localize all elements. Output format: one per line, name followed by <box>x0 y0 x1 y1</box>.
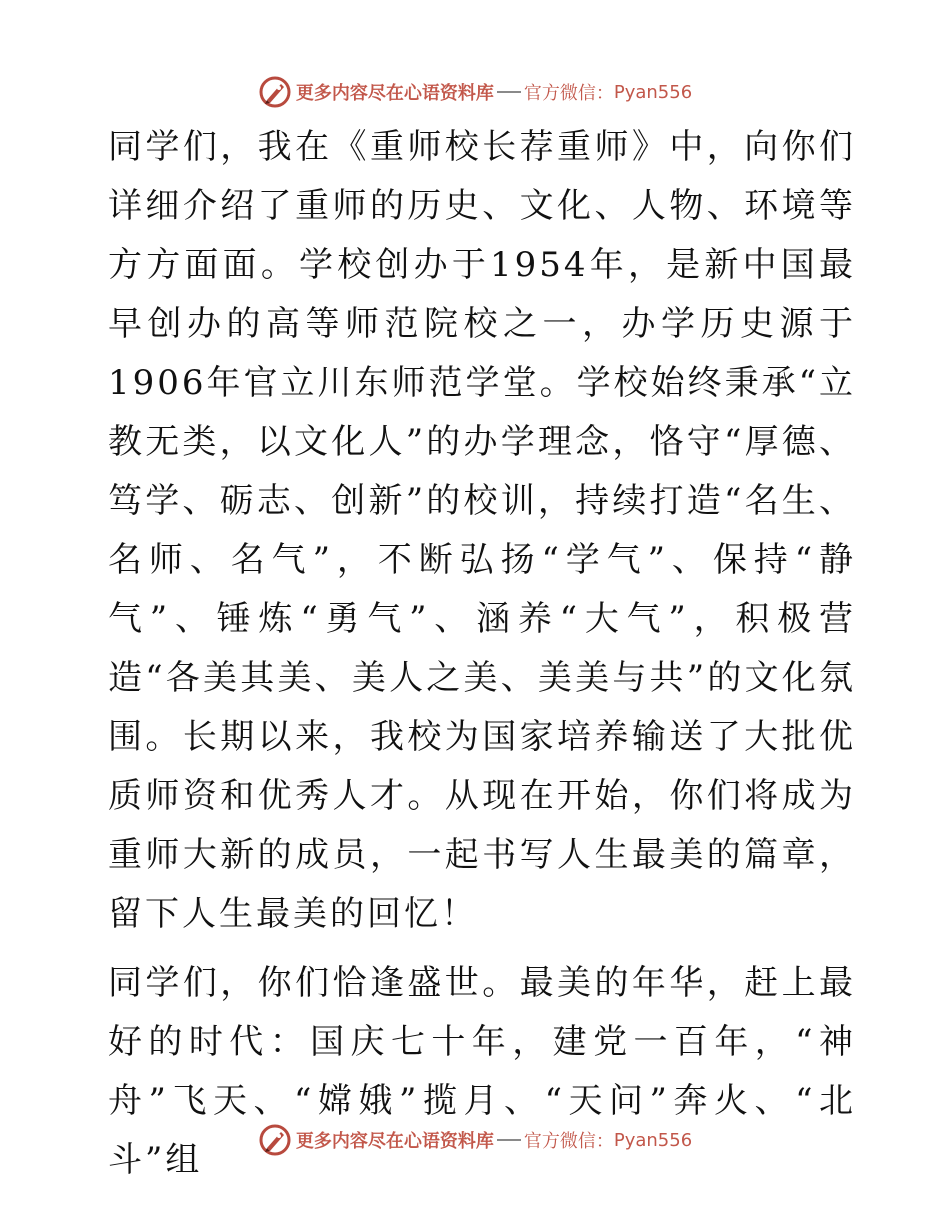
header-watermark <box>0 72 950 112</box>
watermark-brand-text: 更多内容尽在心语资料库 <box>295 1131 494 1152</box>
watermark-contact-id: Pyan556 <box>613 1129 693 1151</box>
watermark-contact-label: 官方微信： <box>523 1131 614 1152</box>
watermark-contact-label: 官方微信： <box>523 83 614 104</box>
document-body <box>98 118 856 1190</box>
watermark-contact-id: Pyan556 <box>613 81 693 103</box>
paragraph-2: 同学们，你们恰逢盛世。最美的年华，赶上最好的时代：国庆七十年，建党一百年，“神舟”飞天、“嫦娥”揽月、“天问”奔火、“北斗”组 <box>108 963 856 1180</box>
watermark-brand-text: 更多内容尽在心语资料库 <box>295 83 494 104</box>
watermark-dash <box>497 1139 521 1141</box>
pen-logo-icon <box>258 1123 292 1157</box>
pen-logo-icon <box>258 75 292 109</box>
paragraph-1: 同学们，我在《重师校长荐重师》中，向你们详细介绍了重师的历史、文化、人物、环境等方方面面。学校创办于1954年，是新中国最早创办的高等师范院校之一，办学历史源于1906年官立川东师范学堂。学校始终秉承“立教无类，以文化人”的办学理念，恪守“厚德、笃学、砺志、创新”的校训，持续打造“名生、名师、名气”，不断弘扬“学气”、保持“静气”、锤炼“勇气”、涵养“大气”，积极营造“各美其美、美人之美、美美与共”的文化氛围。长期以来，我校为国家培养输送了大批优质师资和优秀人才。从现在开始，你们将成为重师大新的成员，一起书写人生最美的篇章，留下人生最美的回忆！ <box>108 127 856 934</box>
watermark-dash <box>497 91 521 93</box>
footer-watermark <box>0 1120 950 1160</box>
